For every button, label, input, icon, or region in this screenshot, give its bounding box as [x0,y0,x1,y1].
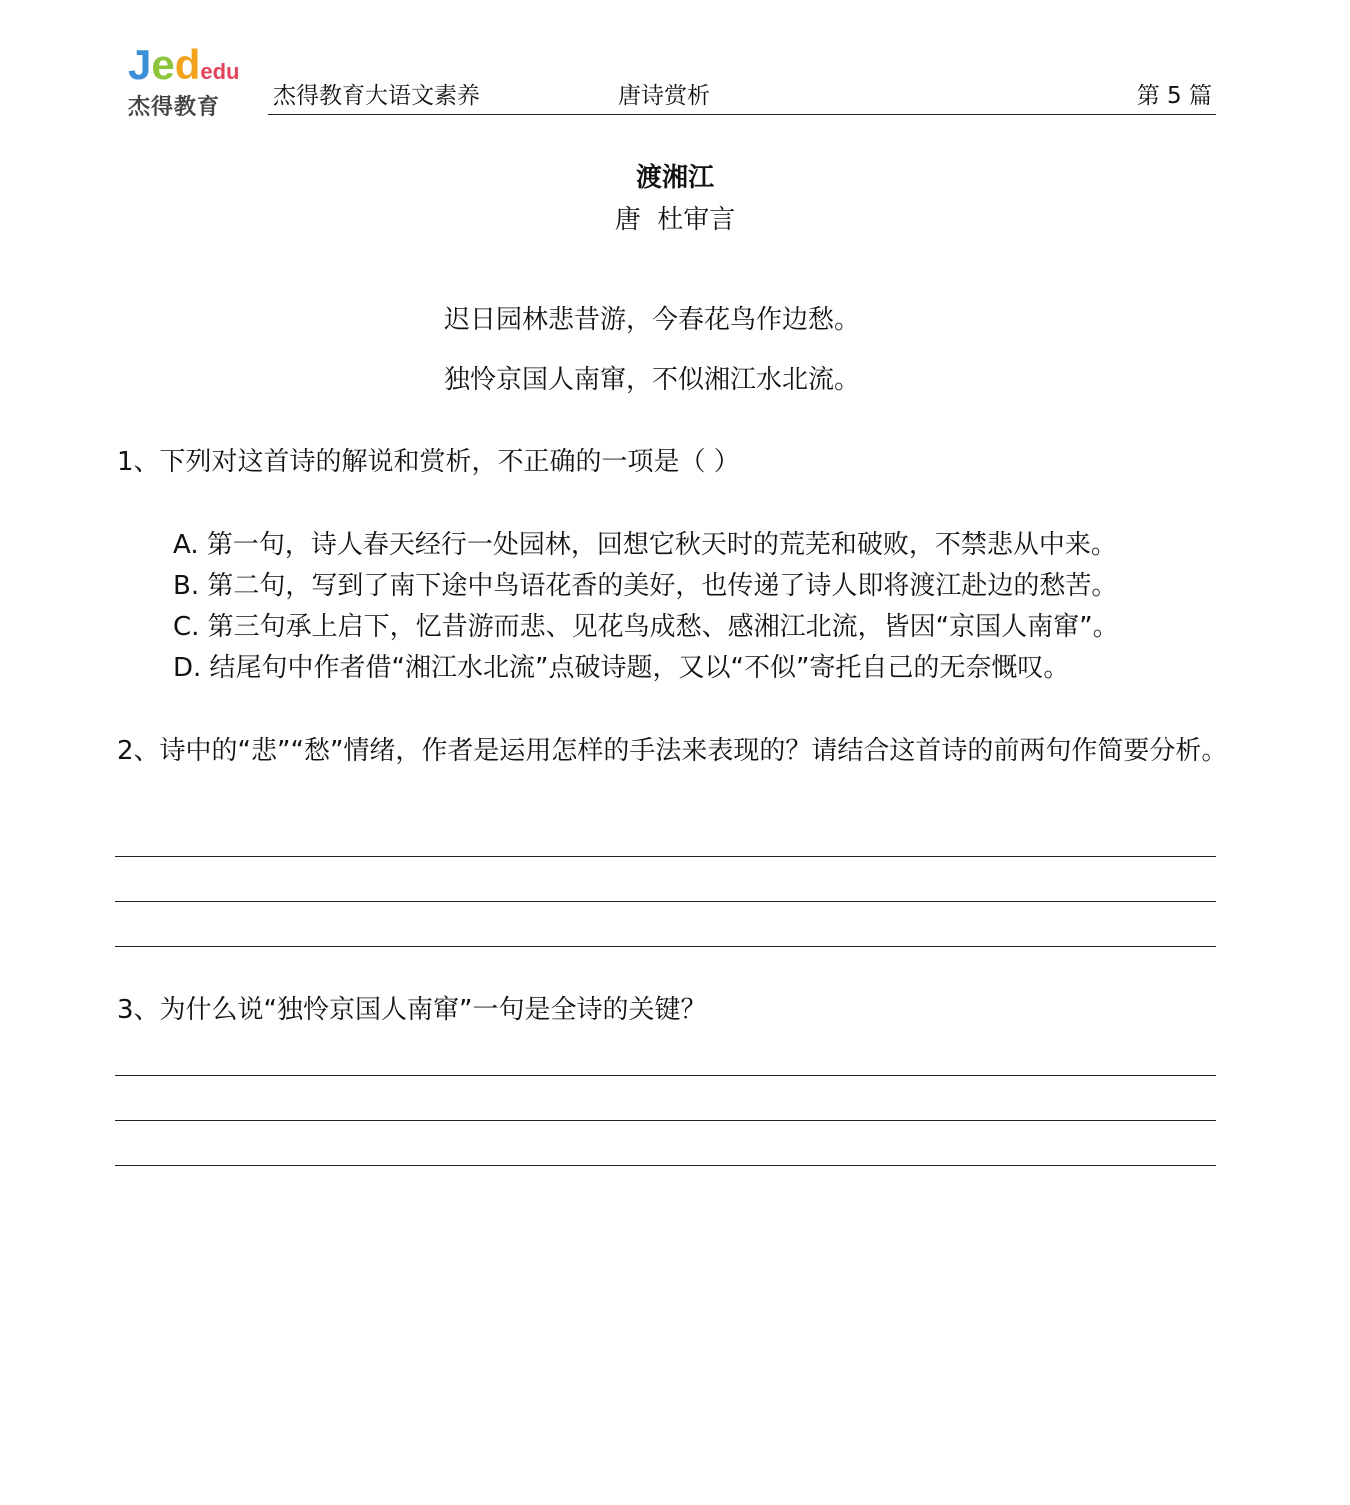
answer-line[interactable] [115,1075,1216,1076]
header-course-name: 杰得教育大语文素养 [273,83,480,109]
question-1-option-a: A. 第一句，诗人春天经行一处园林，回想它秋天时的荒芜和破败，不禁悲从中来。 [173,530,1117,560]
logo-chinese-name: 杰得教育 [128,95,221,120]
logo-letter-e: e [151,41,175,88]
question-1-option-b: B. 第二句，写到了南下途中鸟语花香的美好，也传递了诗人即将渡江赴边的愁苦。 [173,571,1118,601]
logo-letter-d: d [174,41,201,88]
poem-author: 唐 杜审言 [614,205,736,235]
question-1-option-c: C. 第三句承上启下，忆昔游而悲、见花鸟成愁、感湘江北流，皆因“京国人南窜”。 [173,612,1119,642]
logo-wordmark [128,41,240,88]
logo-letters-edu: edu [200,59,240,84]
question-1-option-d: D. 结尾句中作者借“湘江水北流”点破诗题，又以“不似”寄托自己的无奈慨叹。 [173,653,1070,683]
header-section-name: 唐诗赏析 [618,83,710,109]
answer-line[interactable] [115,946,1216,947]
question-1: 1、下列对这首诗的解说和赏析，不正确的一项是（ ） [117,447,740,477]
logo-letter-j: J [128,41,152,88]
answer-line[interactable] [115,856,1216,857]
poem-line-1: 迟日园林悲昔游，今春花鸟作边愁。 [444,305,861,335]
answer-line[interactable] [115,1120,1216,1121]
answer-line[interactable] [115,1165,1216,1166]
answer-line[interactable] [115,901,1216,902]
poem-title: 渡湘江 [635,163,714,193]
jededu-logo [128,41,248,120]
question-2: 2、诗中的“悲”“愁”情绪，作者是运用怎样的手法来表现的？请结合这首诗的前两句作简要分析。 [117,736,1228,766]
header-lesson-number: 第 5 篇 [1136,83,1212,109]
question-3: 3、为什么说“独怜京国人南窜”一句是全诗的关键？ [117,995,707,1025]
poem-line-2: 独怜京国人南窜，不似湘江水北流。 [444,365,861,395]
page-header [268,80,1216,115]
